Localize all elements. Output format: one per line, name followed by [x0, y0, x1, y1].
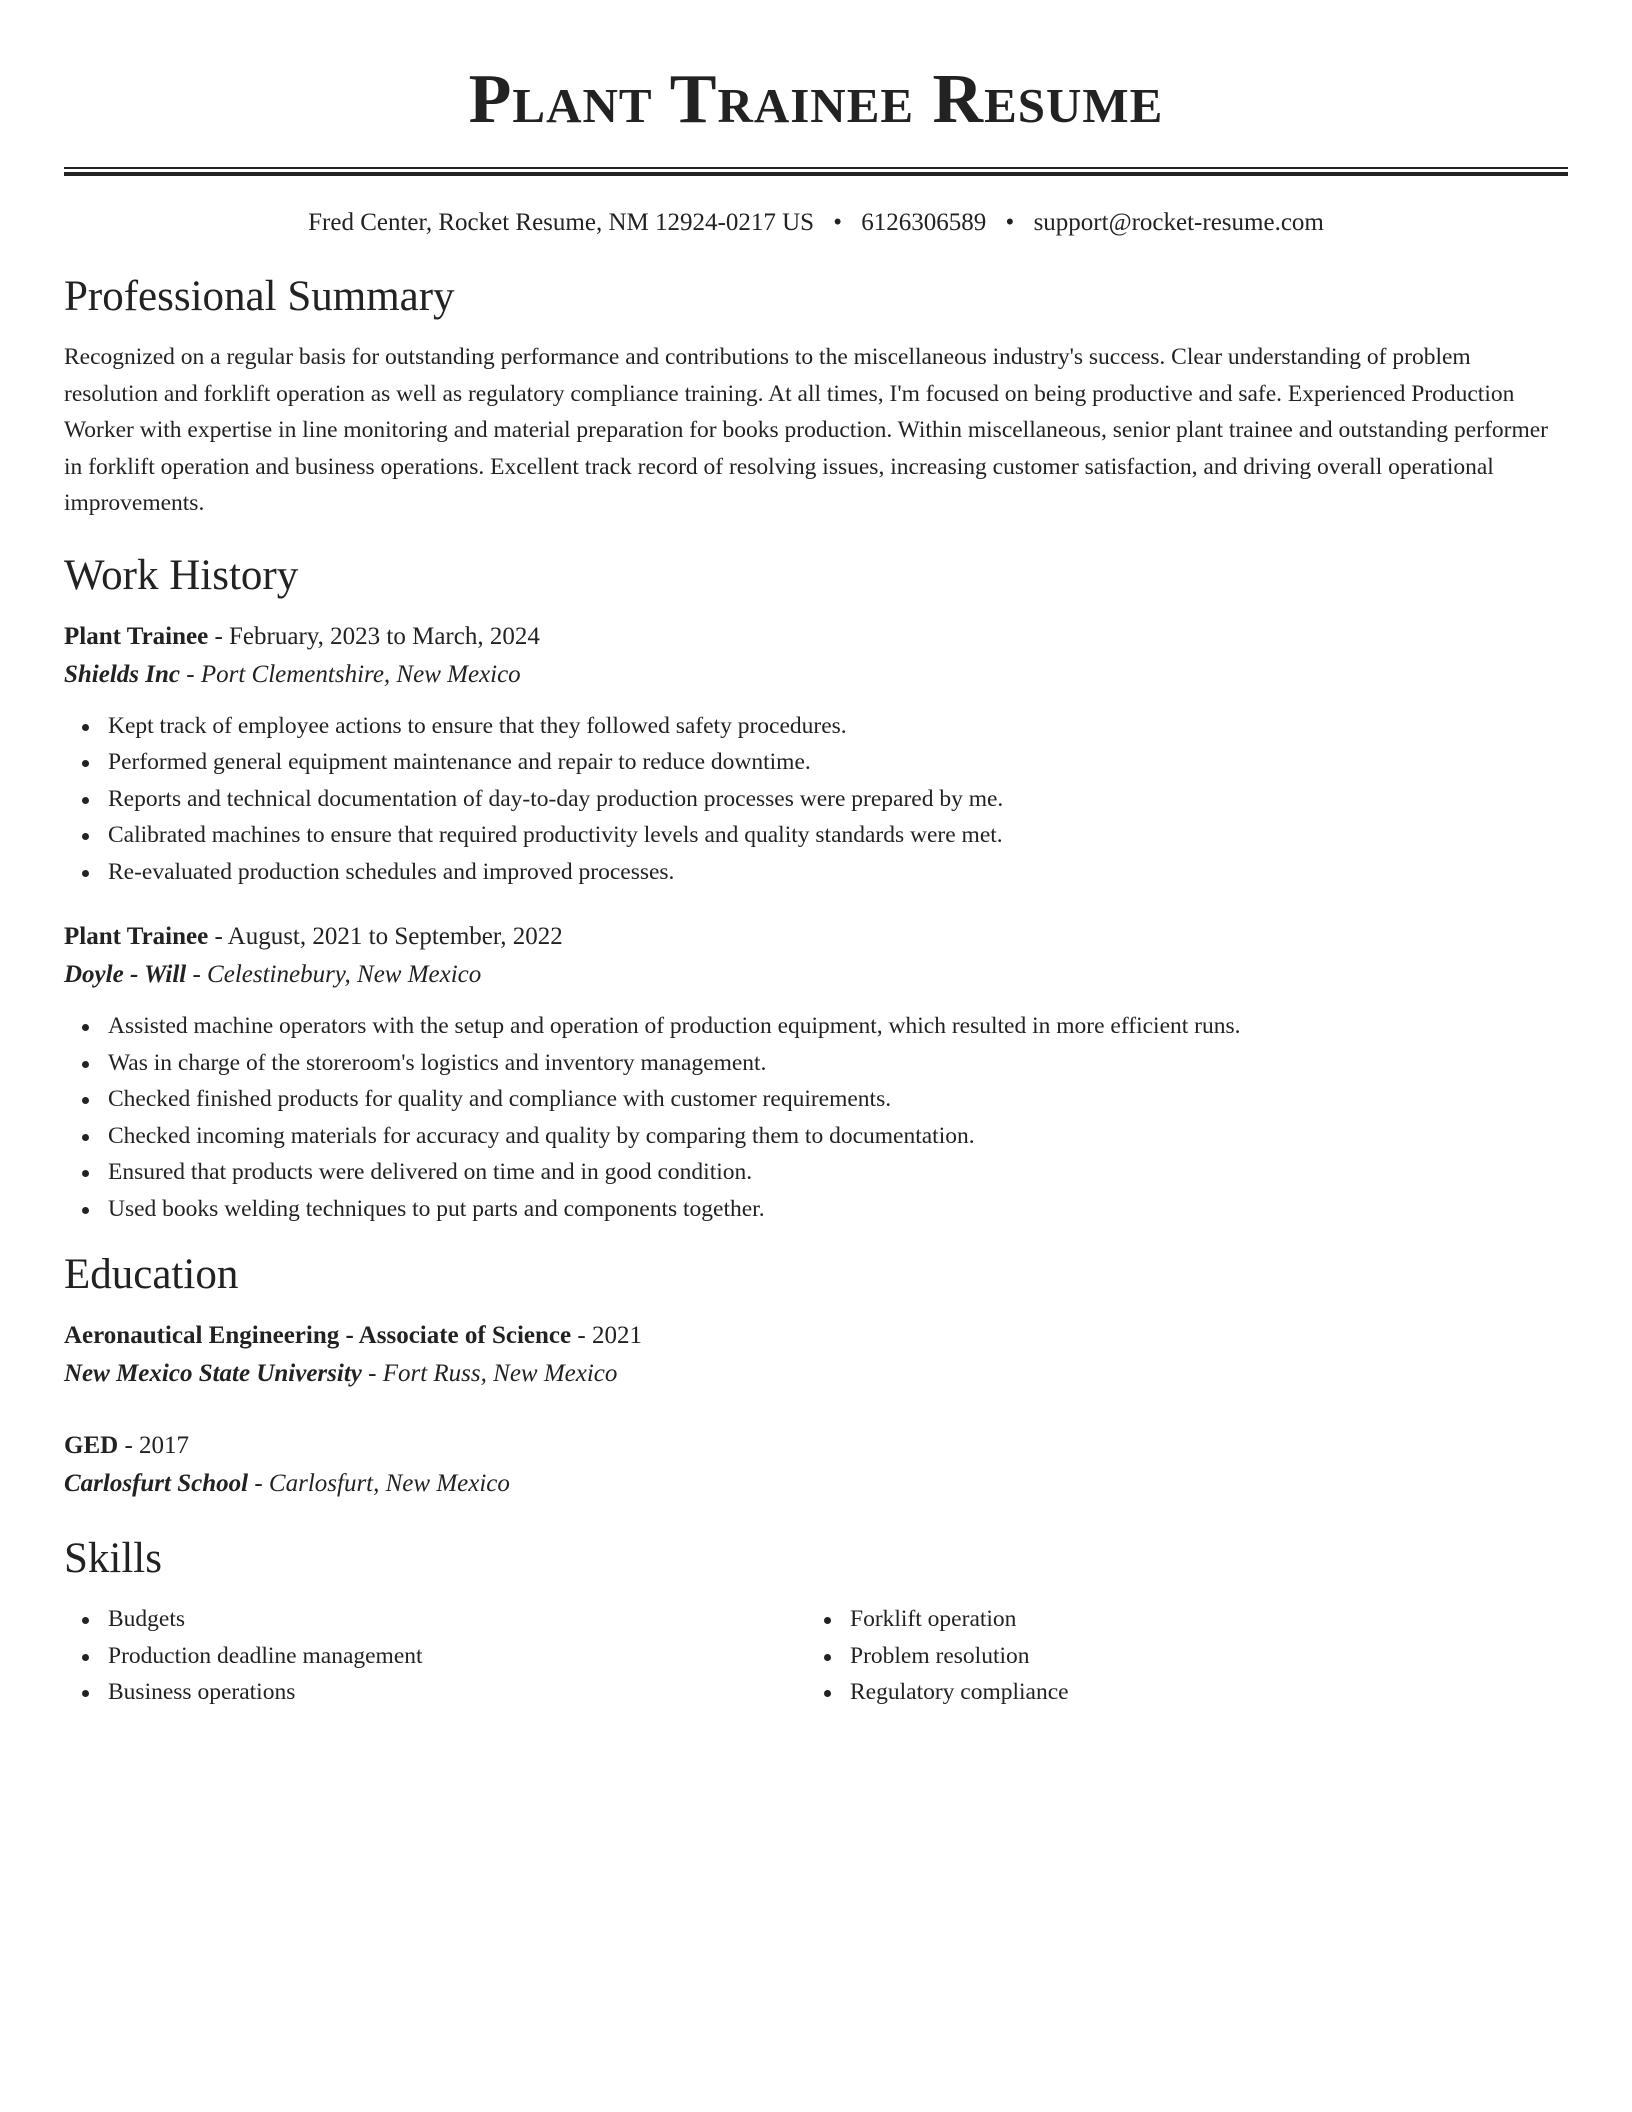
education-heading: Education	[64, 1251, 239, 1298]
education-entry	[64, 1427, 1568, 1503]
skill-item: Production deadline management	[108, 1638, 806, 1675]
job-entry	[64, 618, 1568, 891]
bullet-icon	[82, 1061, 89, 1068]
list-item: Re-evaluated production schedules and improved processes.	[108, 854, 1568, 891]
education-entry	[64, 1317, 1568, 1393]
skills-column-right	[806, 1601, 1548, 1711]
contact-address: Fred Center, Rocket Resume, NM 12924-0217 US	[308, 209, 815, 236]
bullet-icon	[82, 870, 89, 877]
summary-section	[64, 269, 1568, 522]
summary-heading: Professional Summary	[64, 273, 455, 320]
job-employer-line	[64, 956, 1568, 994]
job-location: - Celestinebury, New Mexico	[186, 961, 482, 988]
school-name: New Mexico State University	[64, 1360, 362, 1387]
bullet-icon	[82, 760, 89, 767]
resume-title: Plant Trainee Resume	[468, 61, 1164, 138]
skills-column-left	[64, 1601, 806, 1711]
job-title: Plant Trainee	[64, 923, 209, 950]
degree-name: Aeronautical Engineering - Associate of Science	[64, 1322, 572, 1349]
list-item: Reports and technical documentation of day-to-day production processes were prepared by me.	[108, 781, 1568, 818]
bullet-icon	[82, 1134, 89, 1141]
job-title-line	[64, 618, 1568, 656]
job-title: Plant Trainee	[64, 622, 209, 650]
skill-item: Regulatory compliance	[850, 1674, 1548, 1711]
bullet-icon	[82, 797, 89, 804]
job-title-line	[64, 918, 1568, 956]
school-name: Carlosfurt School	[64, 1470, 249, 1497]
job-employer-line	[64, 656, 1568, 694]
school-location: - Fort Russ, New Mexico	[361, 1360, 618, 1387]
skills-grid	[64, 1601, 1568, 1711]
bullet-icon	[82, 833, 89, 840]
skills-heading: Skills	[64, 1535, 162, 1582]
degree-line	[64, 1427, 1568, 1465]
list-item: Assisted machine operators with the setup and operation of production equipment, which resulted in more efficient runs.	[108, 1008, 1568, 1045]
contact-separator: •	[1005, 209, 1015, 236]
degree-year: - 2021	[571, 1322, 642, 1349]
skills-list	[64, 1601, 806, 1711]
degree-name: GED	[64, 1432, 119, 1459]
list-item: Checked incoming materials for accuracy and quality by comparing them to documentation.	[108, 1118, 1568, 1155]
bullet-icon	[82, 1207, 89, 1214]
job-company: Doyle - Will	[64, 961, 187, 988]
resume-page	[64, 0, 1568, 1711]
degree-year: - 2017	[118, 1432, 190, 1459]
contact-separator: •	[833, 209, 843, 236]
list-item: Was in charge of the storeroom's logistics and inventory management.	[108, 1045, 1568, 1082]
degree-line	[64, 1317, 1568, 1355]
bullet-icon	[82, 1024, 89, 1031]
skills-section	[64, 1531, 1568, 1711]
list-item: Checked finished products for quality and compliance with customer requirements.	[108, 1081, 1568, 1118]
bullet-icon	[82, 724, 89, 731]
school-line	[64, 1465, 1568, 1503]
bullet-icon	[82, 1097, 89, 1104]
bullet-icon	[82, 1690, 89, 1697]
job-dates: - February, 2023 to March, 2024	[208, 622, 540, 650]
job-company: Shields Inc	[64, 660, 181, 688]
skill-item: Forklift operation	[850, 1601, 1548, 1638]
contact-email: support@rocket-resume.com	[1033, 209, 1324, 236]
list-item: Kept track of employee actions to ensure that they followed safety procedures.	[108, 708, 1568, 745]
school-location: - Carlosfurt, New Mexico	[248, 1470, 510, 1497]
list-item: Used books welding techniques to put parts and components together.	[108, 1191, 1568, 1228]
job-dates: - August, 2021 to September, 2022	[208, 923, 563, 950]
skill-item: Budgets	[108, 1601, 806, 1638]
list-item: Ensured that products were delivered on time and in good condition.	[108, 1154, 1568, 1191]
skill-item: Business operations	[108, 1674, 806, 1711]
job-duties-list	[64, 1008, 1568, 1227]
job-duties-list	[64, 708, 1568, 891]
work-history-section	[64, 548, 1568, 1228]
job-entry	[64, 918, 1568, 1227]
skill-item: Problem resolution	[850, 1638, 1548, 1675]
bullet-icon	[824, 1617, 831, 1624]
skills-list	[806, 1601, 1548, 1711]
list-item: Calibrated machines to ensure that required productivity levels and quality standards were met.	[108, 817, 1568, 854]
bullet-icon	[82, 1617, 89, 1624]
contact-line	[64, 203, 1568, 243]
bullet-icon	[824, 1690, 831, 1697]
school-line	[64, 1355, 1568, 1393]
bullet-icon	[82, 1654, 89, 1661]
job-location: - Port Clementshire, New Mexico	[180, 660, 521, 688]
list-item: Performed general equipment maintenance and repair to reduce downtime.	[108, 744, 1568, 781]
summary-text: Recognized on a regular basis for outstanding performance and contributions to the miscellaneous industry's success. Clear understanding of problem resolution and forklift operation as well as regulatory compliance training. At all times, I'm focused on being productive and safe. Experienced Production Worker with expertise in line monitoring and material preparation for books production. Within miscellaneous, senior plant trainee and outstanding performer in forklift operation and business operations. Excellent track record of resolving issues, increasing customer satisfaction, and driving overall operational improvements.	[64, 344, 1548, 516]
education-section	[64, 1247, 1568, 1503]
work-history-heading: Work History	[64, 551, 299, 599]
bullet-icon	[824, 1654, 831, 1661]
bullet-icon	[82, 1170, 89, 1177]
contact-phone: 6126306589	[861, 209, 987, 236]
title-divider	[64, 167, 1568, 176]
